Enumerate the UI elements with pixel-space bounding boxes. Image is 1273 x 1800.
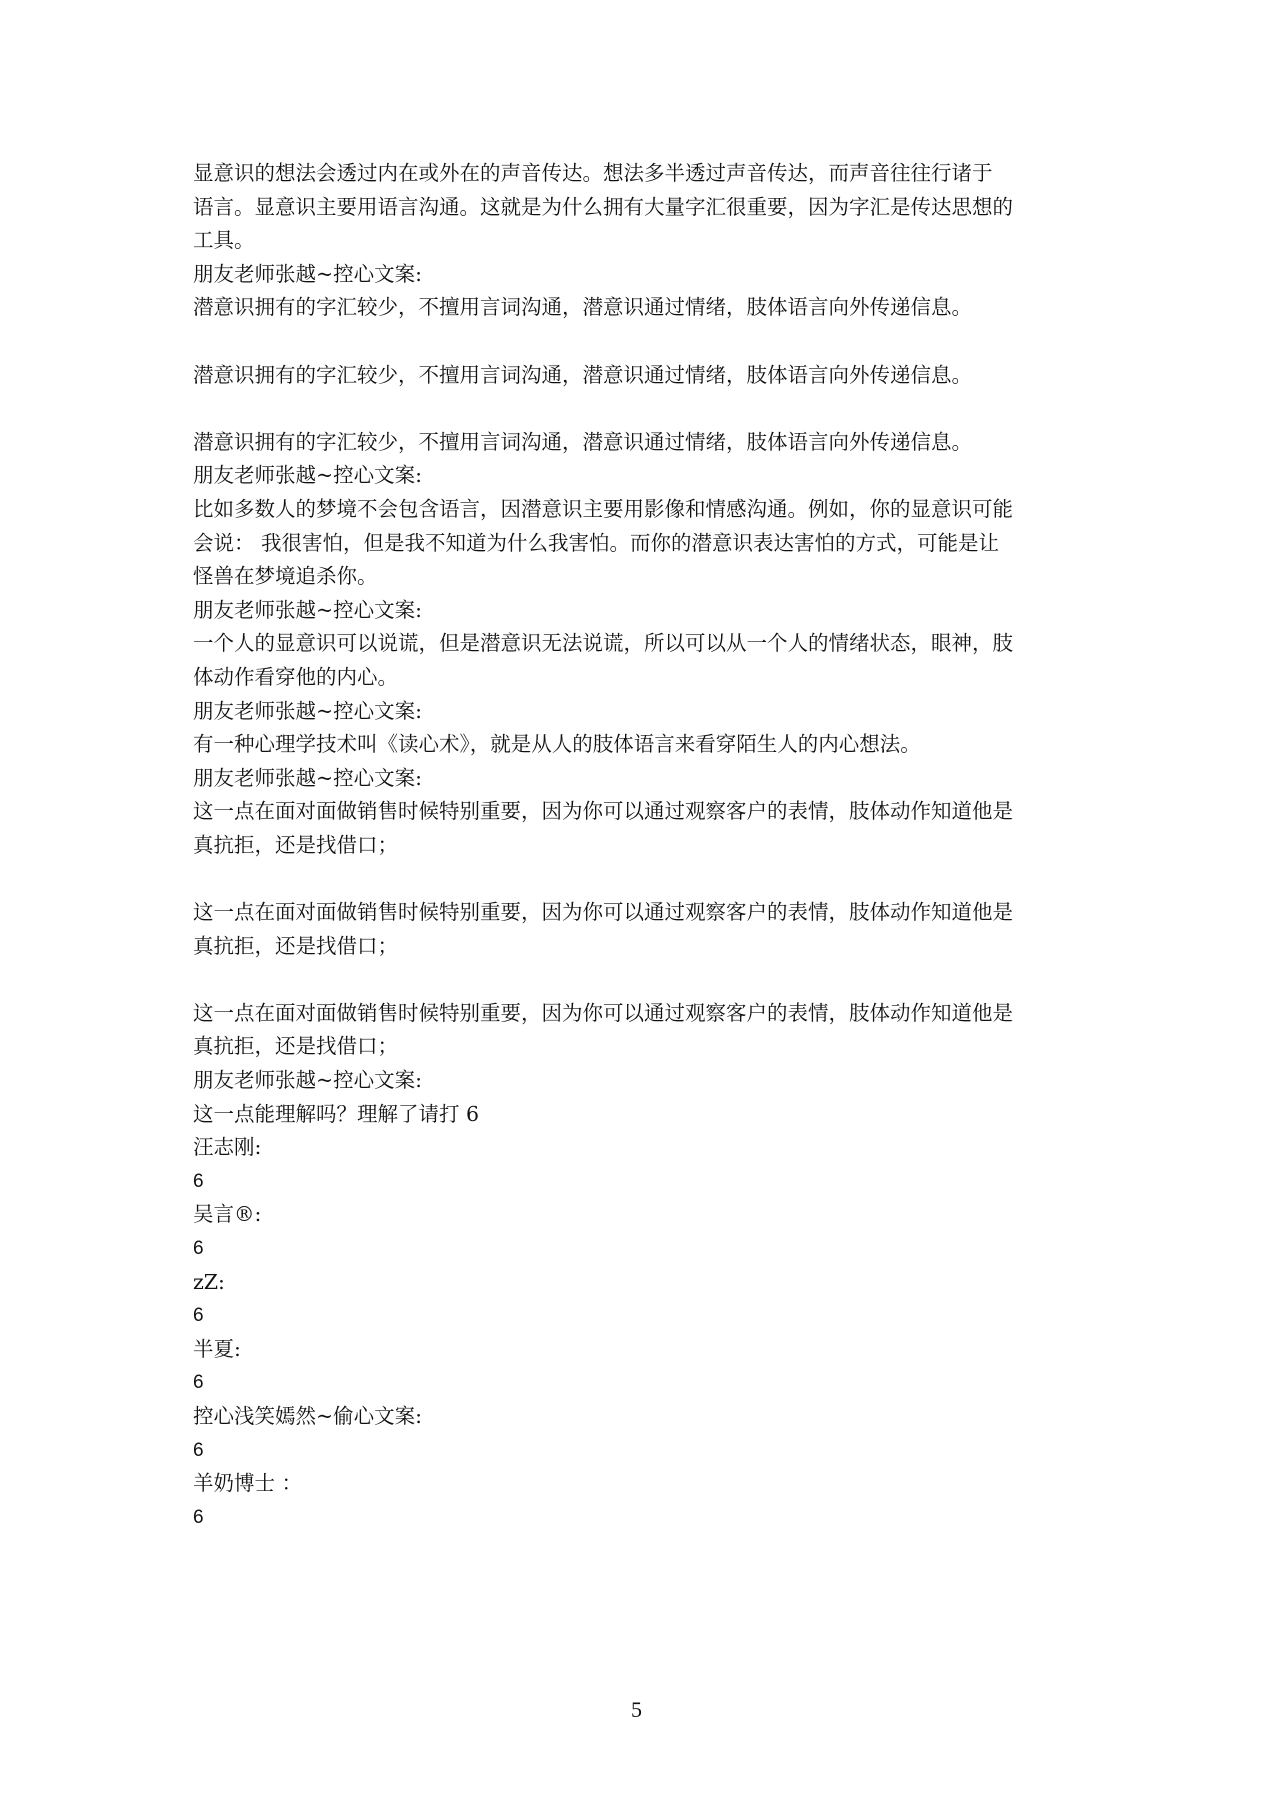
body-text	[193, 157, 1090, 1528]
text-line: 朋友老师张越~控心文案:	[193, 765, 423, 790]
text-line: 真抗拒，还是找借口；	[193, 832, 398, 857]
reply-name: 吴言®:	[193, 1202, 262, 1227]
text-line: 潜意识拥有的字汇较少，不擅用言词沟通，潜意识通过情绪，肢体语言向外传递信息。	[193, 362, 972, 387]
text-line: 显意识的想法会透过内在或外在的声音传达。想法多半透过声音传达，而声音往往行诸于	[193, 161, 993, 185]
paragraphs	[193, 157, 1090, 1131]
reply-name: 控心浅笑嫣然~偷心文案:	[193, 1403, 423, 1428]
text-line: 这一点在面对面做销售时候特别重要，因为你可以通过观察客户的表情，肢体动作知道他是	[193, 1000, 1013, 1025]
reply-name: 半夏:	[193, 1336, 241, 1361]
text-line: 朋友老师张越~控心文案:	[193, 261, 423, 286]
reply-value: 6	[193, 1170, 204, 1192]
text-line: 一个人的显意识可以说谎，但是潜意识无法说谎，所以可以从一个人的情绪状态，眼神，肢	[193, 631, 1013, 656]
page-number: 5	[631, 1697, 642, 1722]
text-line: 朋友老师张越~控心文案:	[193, 463, 423, 488]
text-line: 这一点能理解吗？理解了请打 6	[193, 1101, 480, 1126]
reply-name: 羊奶博士 ：	[193, 1471, 303, 1496]
text-line: 潜意识拥有的字汇较少，不擅用言词沟通，潜意识通过情绪，肢体语言向外传递信息。	[193, 295, 972, 320]
text-line: 真抗拒，还是找借口；	[193, 933, 398, 958]
text-line: 体动作看穿他的内心。	[193, 664, 398, 689]
blank-line	[193, 325, 1090, 359]
text-line: 有一种心理学技术叫《读心术》，就是从人的肢体语言来看穿陌生人的内心想法。	[193, 732, 921, 757]
reply-value: 6	[193, 1372, 204, 1394]
text-line: 朋友老师张越~控心文案:	[193, 597, 423, 622]
text-line: 这一点在面对面做销售时候特别重要，因为你可以通过观察客户的表情，肢体动作知道他是	[193, 900, 1013, 925]
replies	[193, 1131, 1090, 1528]
reply-value: 6	[193, 1439, 204, 1461]
text-line: 这一点在面对面做销售时候特别重要，因为你可以通过观察客户的表情，肢体动作知道他是	[193, 799, 1013, 824]
text-line: 会说： 我很害怕，但是我不知道为什么我害怕。而你的潜意识表达害怕的方式，可能是让	[193, 530, 1000, 555]
text-line: 朋友老师张越~控心文案:	[193, 1068, 423, 1093]
blank-line	[193, 392, 1090, 426]
reply-name: zZ:	[193, 1269, 225, 1294]
reply-value: 6	[193, 1305, 204, 1327]
text-line: 语言。显意识主要用语言沟通。这就是为什么拥有大量字汇很重要，因为字汇是传达思想的	[193, 194, 1013, 219]
reply-value: 6	[193, 1238, 204, 1259]
text-line: 比如多数人的梦境不会包含语言，因潜意识主要用影像和情感沟通。例如，你的显意识可能	[193, 496, 1013, 521]
text-line: 真抗拒，还是找借口；	[193, 1034, 398, 1059]
text-line: 朋友老师张越~控心文案:	[193, 698, 423, 723]
blank-line	[193, 963, 1090, 997]
text-line: 怪兽在梦境追杀你。	[193, 564, 378, 589]
reply-name: 汪志刚:	[193, 1135, 262, 1160]
text-line: 工具。	[193, 228, 255, 253]
blank-line	[193, 862, 1090, 896]
text-line: 潜意识拥有的字汇较少，不擅用言词沟通，潜意识通过情绪，肢体语言向外传递信息。	[193, 429, 972, 454]
reply-value: 6	[193, 1506, 204, 1528]
